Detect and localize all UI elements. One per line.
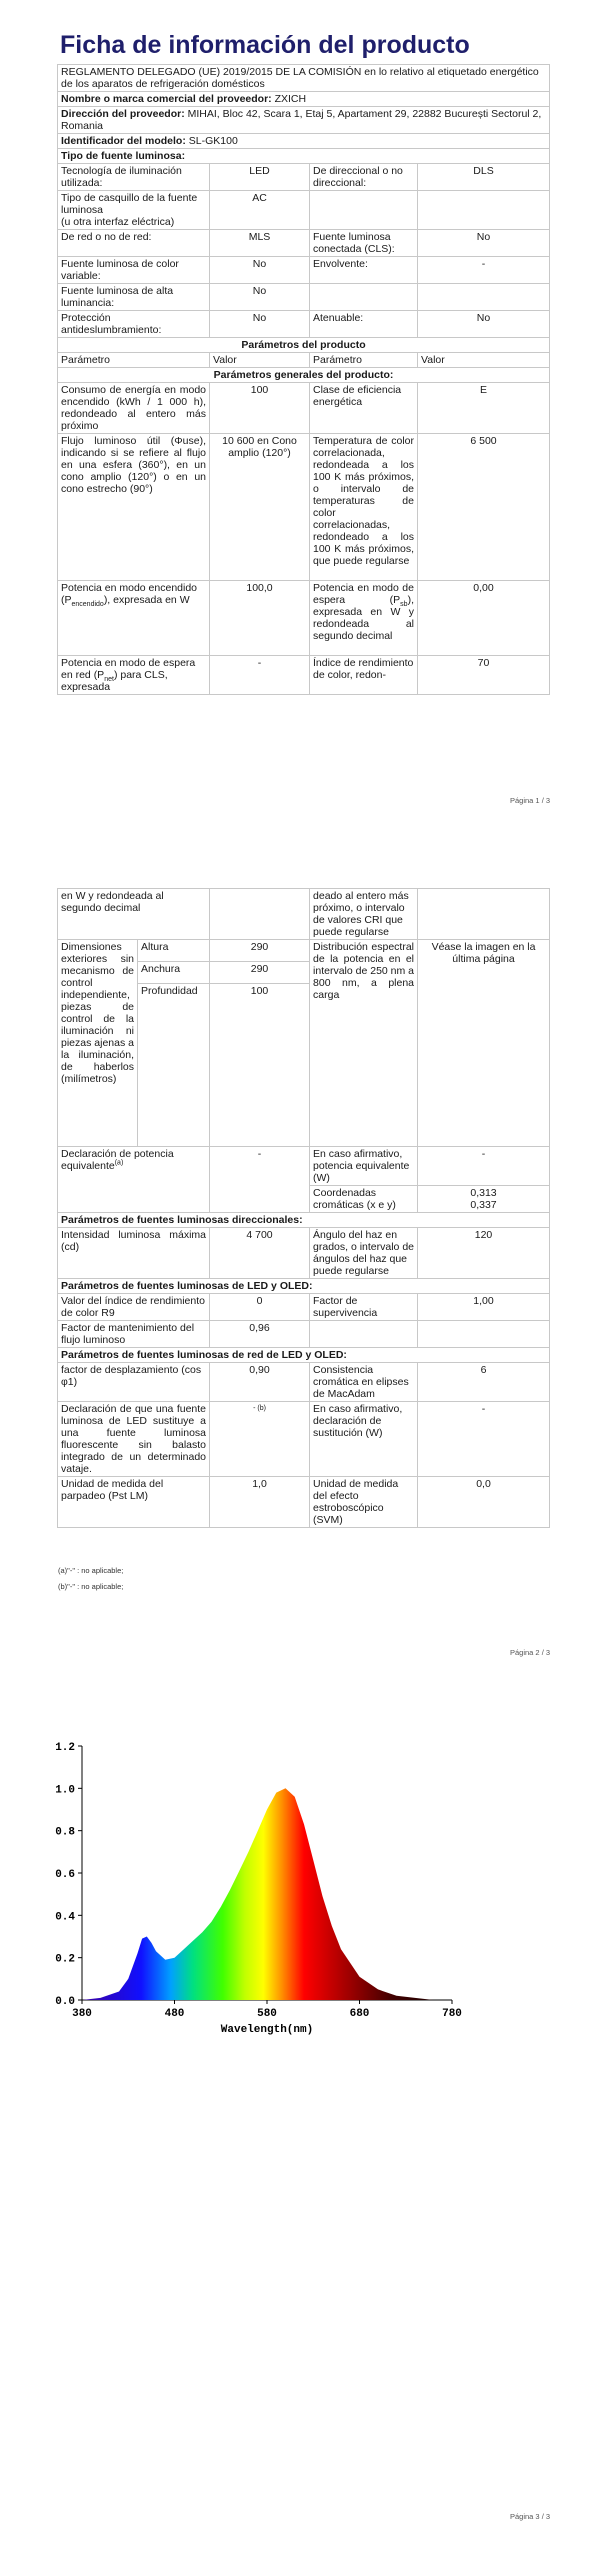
table-row (58, 284, 550, 311)
equiv-power-label: Declaración de potencia equivalente$^{(a)}$ (58, 1147, 210, 1213)
param-label: Consistencia cromática en elipses de MacAdam (310, 1363, 418, 1402)
param-value: 0,90 (210, 1363, 310, 1402)
footnote-a: (a)"-" : no aplicable; (58, 1566, 124, 1575)
standby-label: Potencia en modo de espera $(P_{sb})$, expresada en W y redondeada al segundo decimal (310, 581, 418, 656)
param-label: En caso afirmativo, declaración de sustitución (W) (310, 1402, 418, 1477)
dimension-value: 100 (210, 984, 310, 1147)
y-tick-label: 0.6 (55, 1869, 75, 1881)
param-value: LED (210, 164, 310, 191)
table-row (58, 1147, 550, 1186)
param-value: No (418, 230, 550, 257)
page-title: Ficha de información del producto (60, 31, 470, 59)
param-value: E (418, 383, 550, 434)
spectral-chart (40, 1740, 480, 2040)
y-tick-label: 1.2 (55, 1742, 75, 1754)
param-value: - (418, 1402, 550, 1477)
param-value (418, 1321, 550, 1348)
param-label: Tecnología de iluminación utilizada: (58, 164, 210, 191)
param-label: factor de desplazamiento (cos φ1) (58, 1363, 210, 1402)
param-value: - (210, 1147, 310, 1213)
param-value: 1,0 (210, 1477, 310, 1528)
dimension-value: 290 (210, 962, 310, 984)
param-label (310, 284, 418, 311)
param-value: 100 (210, 383, 310, 434)
param-value (210, 889, 310, 940)
column-header: Valor (418, 353, 550, 368)
param-label: Intensidad luminosa máxima (cd) (58, 1228, 210, 1279)
spectrum-area (82, 1788, 452, 2000)
power-on-label: Potencia en modo encendido $(P_{encendido})$, expresada en W (58, 581, 210, 656)
param-value: MLS (210, 230, 310, 257)
table-row (58, 164, 550, 191)
param-value (418, 889, 550, 940)
param-value: 0 (210, 1294, 310, 1321)
model-id-label: Identificador del modelo: (61, 135, 186, 147)
param-label: Índice de rendimiento de color, redon- (310, 656, 418, 695)
param-value: No (210, 257, 310, 284)
x-tick-label: 380 (72, 2008, 92, 2020)
x-tick-label: 680 (349, 2008, 370, 2020)
table-row (58, 1402, 550, 1477)
regulation-text: REGLAMENTO DELEGADO (UE) 2019/2015 DE LA COMISIÓN en lo relativo al etiquetado energético de los aparatos de refrigeración domésticos (58, 65, 550, 92)
param-value: DLS (418, 164, 550, 191)
param-value: 0,0 (418, 1477, 550, 1528)
param-value: 10 600 en Cono amplio (120°) (210, 434, 310, 581)
column-header: Parámetro (310, 353, 418, 368)
param-value (418, 191, 550, 230)
general-params-header: Parámetros generales del producto: (58, 368, 550, 383)
param-label: Ángulo del haz en grados, o intervalo de ángulos del haz que puede regularse (310, 1228, 418, 1279)
table-row (58, 191, 550, 230)
dimension-name: Altura (138, 940, 210, 962)
dimension-name: Profundidad (138, 984, 210, 1147)
param-label: Unidad de medida del parpadeo (Pst LM) (58, 1477, 210, 1528)
y-tick-label: 0.8 (55, 1826, 75, 1839)
param-label: De direccional o no direccional: (310, 164, 418, 191)
param-value: 6 (418, 1363, 550, 1402)
param-value: No (418, 311, 550, 338)
y-tick-label: 0.2 (55, 1953, 75, 1966)
table-row (58, 434, 550, 581)
column-header: Valor (210, 353, 310, 368)
param-label: Protección antideslumbramiento: (58, 311, 210, 338)
x-tick-label: 580 (257, 2008, 277, 2020)
page-number: Página 1 / 3 (510, 796, 551, 805)
x-tick-label: 780 (442, 2008, 462, 2020)
param-value: 100,0 (210, 581, 310, 656)
table-row (58, 940, 550, 962)
page-number: Página 2 / 3 (510, 1648, 551, 1657)
param-value: 0,96 (210, 1321, 310, 1348)
param-label: Clase de eficiencia energética (310, 383, 418, 434)
column-header: Parámetro (58, 353, 210, 368)
dimension-value: 290 (210, 940, 310, 962)
table-row (58, 581, 550, 656)
param-label: Flujo luminoso útil (Φuse), indicando si se refiere al flujo en una esfera (360°), en un cono amplio (120°) o en un cono estrecho (90°) (58, 434, 210, 581)
dimension-name: Anchura (138, 962, 210, 984)
param-label: Fuente luminosa conectada (CLS): (310, 230, 418, 257)
supplier-name-row (58, 92, 550, 107)
net-standby-label: Potencia en modo de espera en red $(P_{net})$ para CLS, expresada (58, 656, 210, 695)
param-label: Fuente luminosa de color variable: (58, 257, 210, 284)
chroma-values: 0,313 0,337 (418, 1186, 550, 1213)
param-label: Atenuable: (310, 311, 418, 338)
param-value: - (418, 1147, 550, 1186)
param-value: No (210, 311, 310, 338)
supplier-address-row (58, 107, 550, 134)
param-value: AC (210, 191, 310, 230)
param-label: Factor de mantenimiento del flujo luminoso (58, 1321, 210, 1348)
param-value: 120 (418, 1228, 550, 1279)
param-label: En caso afirmativo, potencia equivalente (W) (310, 1147, 418, 1186)
product-params-header: Parámetros del producto (58, 338, 550, 353)
param-label: en W y redondeada al segundo decimal (58, 889, 210, 940)
x-axis-label: Wavelength(nm) (220, 2024, 314, 2036)
led-mains-header: Parámetros de fuentes luminosas de red de LED y OLED: (58, 1348, 550, 1363)
param-label: Temperatura de color correlacionada, redondeada a los 100 K más próximos, o intervalo de temperaturas de color correlacionadas, redondeado a los 100 K más próximos, que puede regularse (310, 434, 418, 581)
led-oled-header: Parámetros de fuentes luminosas de LED y OLED: (58, 1279, 550, 1294)
spectral-chart-svg (40, 1740, 480, 2040)
table-row (58, 1228, 550, 1279)
param-value (418, 284, 550, 311)
model-id-row (58, 134, 550, 149)
column-header-row (58, 353, 550, 368)
dimensions-label: Dimensiones exteriores sin mecanismo de control independiente, piezas de control de la iluminación ni piezas ajenas a la iluminación, de haberlos (milímetros) (58, 940, 138, 1147)
table-row (58, 257, 550, 284)
param-value: - (210, 656, 310, 695)
table-row (58, 889, 550, 940)
param-label: deado al entero más próximo, o intervalo de valores CRI que puede regularse (310, 889, 418, 940)
param-value: 6 500 (418, 434, 550, 581)
table-row (58, 1363, 550, 1402)
param-value: 1,00 (418, 1294, 550, 1321)
param-value: No (210, 284, 310, 311)
table-row (58, 656, 550, 695)
table-row (58, 311, 550, 338)
y-tick-label: 0.0 (55, 1996, 75, 2008)
product-info-table-page2 (57, 888, 550, 1528)
param-label: Declaración de que una fuente luminosa de LED sustituye a una fuente luminosa fluorescente sin balasto integrado de un determinado vataje. (58, 1402, 210, 1477)
spectral-value: Véase la imagen en la última página (418, 940, 550, 1147)
param-label (310, 191, 418, 230)
param-label: Envolvente: (310, 257, 418, 284)
param-label: Tipo de casquillo de la fuente luminosa (u otra interfaz eléctrica) (58, 191, 210, 230)
param-value: 70 (418, 656, 550, 695)
supplier-name: ZXICH (274, 93, 307, 105)
y-tick-label: 1.0 (55, 1784, 75, 1797)
param-label: Consumo de energía en modo encendido (kWh / 1 000 h), redondeado al entero más próximo (58, 383, 210, 434)
light-source-type-header: Tipo de fuente luminosa: (58, 149, 550, 164)
table-row (58, 383, 550, 434)
param-value: 0,00 (418, 581, 550, 656)
directional-header: Parámetros de fuentes luminosas direccionales: (58, 1213, 550, 1228)
x-tick-label: 480 (164, 2008, 185, 2020)
footnote-b: (b)"-" : no aplicable; (58, 1582, 124, 1591)
param-label: De red o no de red: (58, 230, 210, 257)
param-value: 4 700 (210, 1228, 310, 1279)
table-row (58, 230, 550, 257)
param-label: Unidad de medida del efecto estroboscópico (SVM) (310, 1477, 418, 1528)
param-label: Factor de supervivencia (310, 1294, 418, 1321)
param-label: Fuente luminosa de alta luminancia: (58, 284, 210, 311)
page-number: Página 3 / 3 (510, 2512, 551, 2521)
param-label (310, 1321, 418, 1348)
param-label: Valor del índice de rendimiento de color R9 (58, 1294, 210, 1321)
param-value: - (b) (210, 1402, 310, 1477)
y-tick-label: 0.4 (55, 1911, 75, 1924)
param-value: - (418, 257, 550, 284)
model-id: SL-GK100 (188, 135, 238, 147)
table-row (58, 1477, 550, 1528)
supplier-address: MIHAI, Bloc 42, Scara 1, Etaj 5, Apartament 29, 22882 București Sectorul 2, Romania (61, 108, 542, 132)
spectral-label: Distribución espectral de la potencia en el intervalo de 250 nm a 800 nm, a plena carga (310, 940, 418, 1147)
product-info-table-page1 (57, 64, 550, 695)
table-row (58, 1294, 550, 1321)
supplier-name-label: Nombre o marca comercial del proveedor: (61, 93, 272, 105)
supplier-address-label: Dirección del proveedor: (61, 108, 185, 120)
param-label: Coordenadas cromáticas (x e y) (310, 1186, 418, 1213)
table-row (58, 1321, 550, 1348)
